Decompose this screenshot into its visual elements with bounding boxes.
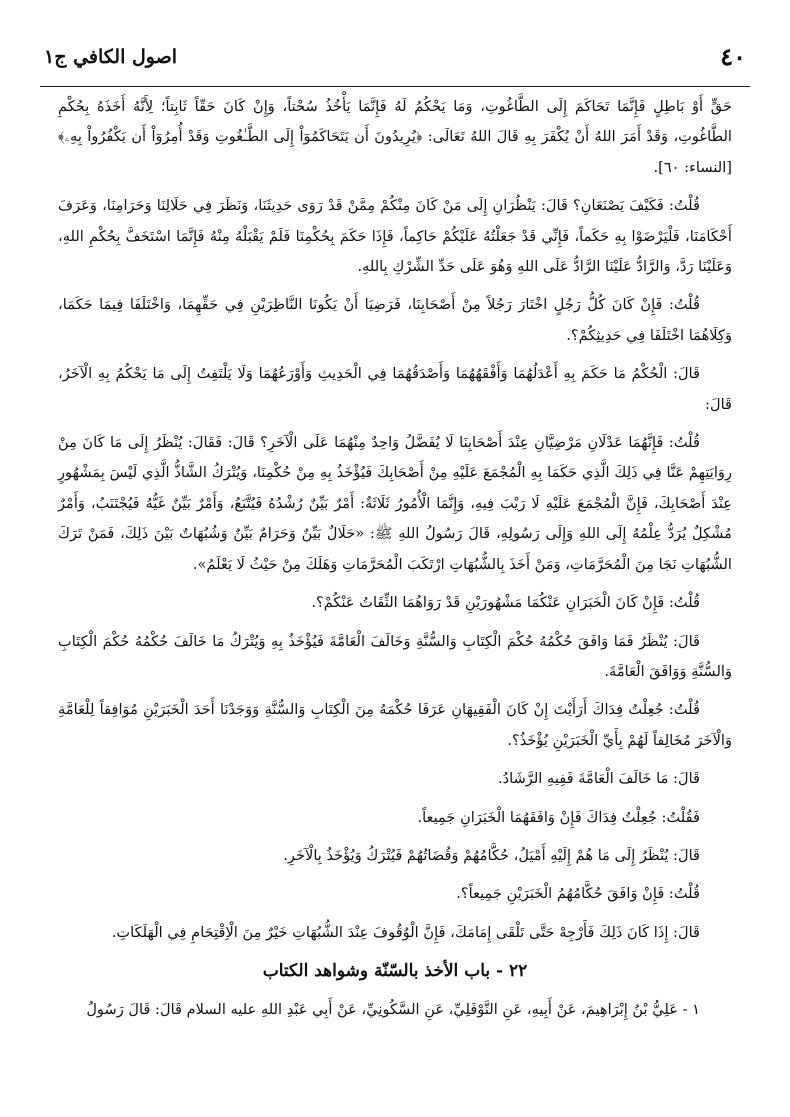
paragraph: قُلْتُ: فَإِنْ كَانَ الْخَبَرَانِ عَنْكُمَا مَشْهُورَيْنِ قَدْ رَوَاهُمَا الثِّقَاتُ عَنْكُمْ؟.	[311, 594, 700, 612]
paragraph: قُلْتُ: جُعِلْتُ فِدَاكَ أَرَأَيْتَ إِنْ كَانَ الْفَقِيهَانِ عَرَفَا حُكْمَهُ مِنَ الْكِتَابِ وَالسُّنَّةِ وَوَجَدْنَا أَحَدَ الْخَبَرَيْنِ مُوَافِقاً لِلْعَامَّةِ وَالْآخَرَ مُخَالِفاً لَهُمْ بِأَيِّ الْخَبَرَيْنِ يُؤْخَذُ؟.	[58, 701, 732, 749]
paragraph: قَالَ: يُنْظَرُ فَمَا وَافَقَ حُكْمُهُ حُكْمَ الْكِتَابِ وَالسُّنَّةِ وَخَالَفَ الْعَامَّةَ فَيُؤْخَذُ بِهِ وَيُتْرَكُ مَا خَالَفَ حُكْمُهُ حُكْمَ الْكِتَابِ وَالسُّنَّةِ وَوَافَقَ الْعَامَّةَ.	[58, 632, 732, 680]
paragraph: قُلْتُ: فَكَيْفَ يَصْنَعَانِ؟ قَالَ: يَنْظُرَانِ إِلَى مَنْ كَانَ مِنْكُمْ مِمَّنْ قَدْ رَوَى حَدِيثَنَا، وَنَظَرَ فِي حَلَالِنَا وَحَرَامِنَا، وَعَرَفَ أَحْكَامَنَا، فَلْيَرْضَوْا بِهِ حَكَماً، فَإِنِّي قَدْ جَعَلْتُهُ عَلَيْكُمْ حَاكِماً، فَإِذَا حَكَمَ بِحُكْمِنَا فَلَمْ يَقْبَلْهُ مِنْهُ فَإِنَّمَا اسْتَخَفَّ بِحُكْمِ اللهِ، وَعَلَيْنَا رَدَّ، وَالرَّادُّ عَلَيْنَا الرَّادُّ عَلَى اللهِ وَهُوَ عَلَى حَدِّ الشِّرْكِ بِاللهِ.	[58, 197, 732, 276]
paragraph: قُلْتُ: فَإِنْ كَانَ كُلُّ رَجُلٍ اخْتَارَ رَجُلاً مِنْ أَصْحَابِنَا، فَرَضِيَا أَنْ يَكُونَا النَّاظِرَيْنِ فِي حَقِّهِمَا، وَاخْتَلَفَا فِيمَا حَكَمَا، وَكِلَاهُمَا اخْتَلَفَا فِي حَدِيثِكُمْ؟.	[58, 296, 732, 344]
paragraph: قَالَ: مَا خَالَفَ الْعَامَّةَ فَفِيهِ الرَّشَادُ.	[497, 770, 700, 788]
header-rule	[40, 86, 750, 87]
page-number: ٤٠	[720, 42, 746, 71]
paragraph: حَقٍّ أَوْ بَاطِلٍ فَإِنَّمَا تَحَاكَمَ إِلَى الطَّاغُوتِ، وَمَا يَحْكُمُ لَهُ فَإِنَّمَا يَأْخُذُ سُحْتاً، وَإِنْ كَانَ حَقّاً ثَابِتاً؛ لِأَنَّهُ أَخَذَهُ بِحُكْمِ الطَّاغُوتِ، وَقَدْ أَمَرَ اللهُ أَنْ يُكْفَرَ بِهِ قَالَ اللهُ تَعَالَى: ﴿يُرِيدُونَ أَن يَتَحَاكَمُوٓاْ إِلَى الطَّـٰغُوتِ وَقَدْ أُمِرُوٓاْ أَن يَكْفُرُواْ بِهِۦ﴾ [النساء: ٦٠].	[58, 98, 732, 176]
paragraph: فَقُلْتُ: جُعِلْتُ فِدَاكَ فَإِنْ وَافَقَهُمَا الْخَبَرَانِ جَمِيعاً.	[417, 808, 700, 826]
hadith-opening-line: ١ - عَلِيُّ بْنُ إِبْرَاهِيمَ، عَنْ أَبِيهِ، عَنِ النَّوْفَلِيِّ، عَنِ السَّكُونِيِّ، عَنْ أَبِي عَبْدِ اللهِ عليه السلام قَالَ: قَالَ رَسُولُ	[86, 1000, 700, 1018]
paragraph: قُلْتُ: فَإِنَّهُمَا عَدْلَانِ مَرْضِيَّانِ عِنْدَ أَصْحَابِنَا لَا يُفَضَّلُ وَاحِدٌ مِنْهُمَا عَلَى الْآخَرِ؟ قَالَ: فَقَالَ: يُنْظَرُ إِلَى مَا كَانَ مِنْ رِوَايَتِهِمْ عَنَّا فِي ذَلِكَ الَّذِي حَكَمَا بِهِ الْمُجْمَعَ عَلَيْهِ مِنْ أَصْحَابِكَ فَيُؤْخَذُ بِهِ مِنْ حُكْمِنَا، وَيُتْرَكُ الشَّاذُّ الَّذِي لَيْسَ بِمَشْهُورٍ عِنْدَ أَصْحَابِكَ، فَإِنَّ الْمُجْمَعَ عَلَيْهِ لَا رَيْبَ فِيهِ، وَإِنَّمَا الْأُمُورُ ثَلَاثَةٌ: أَمْرٌ بَيِّنٌ رُشْدُهُ فَيُتَّبَعُ، وَأَمْرٌ بَيِّنٌ غَيُّهُ فَيُجْتَنَبُ، وَأَمْرٌ مُشْكِلٌ يُرَدُّ عِلْمُهُ إِلَى اللهِ وَإِلَى رَسُولِهِ، قَالَ رَسُولُ اللهِ ﷺ: «حَلَالٌ بَيِّنٌ وَحَرَامٌ بَيِّنٌ وَشُبُهَاتٌ بَيْنَ ذَلِكَ، فَمَنْ تَرَكَ الشُّبُهَاتِ نَجَا مِنَ الْمُحَرَّمَاتِ، وَمَنْ أَخَذَ بِالشُّبُهَاتِ ارْتَكَبَ الْمُحَرَّمَاتِ وَهَلَكَ مِنْ حَيْثُ لَا يَعْلَمُ».	[58, 434, 732, 573]
page-header	[40, 36, 750, 82]
chapter-heading: ٢٢ - باب الأخذ بالسّنّة وشواهد الكتاب	[262, 961, 528, 982]
paragraph: قَالَ: إِذَا كَانَ ذَلِكَ فَأَرْجِهْ حَتَّى تَلْقَى إِمَامَكَ، فَإِنَّ الْوُقُوفَ عِنْدَ الشُّبُهَاتِ خَيْرٌ مِنَ الْاِقْتِحَامِ فِي الْهَلَكَاتِ.	[111, 923, 700, 941]
running-title: اصول الكافي ج١	[44, 46, 178, 68]
paragraph: قَالَ: يُنْظَرُ إِلَى مَا هُمْ إِلَيْهِ أَمْيَلُ، حُكَّامُهُمْ وَقُضَاتُهُمْ فَيُتْرَكُ وَيُؤْخَذُ بِالْآخَرِ.	[283, 846, 700, 864]
paragraph: قُلْتُ: فَإِنْ وَافَقَ حُكَّامُهُمُ الْخَبَرَيْنِ جَمِيعاً؟.	[456, 885, 700, 903]
paragraph: قَالَ: الْحُكْمُ مَا حَكَمَ بِهِ أَعْدَلُهُمَا وَأَفْقَهُهُمَا وَأَصْدَقُهُمَا فِي الْحَدِيثِ وَأَوْرَعُهُمَا وَلَا يَلْتَفِتُ إِلَى مَا يَحْكُمُ بِهِ الْآخَرُ، قَالَ:	[58, 365, 732, 413]
body-text	[58, 92, 732, 1033]
